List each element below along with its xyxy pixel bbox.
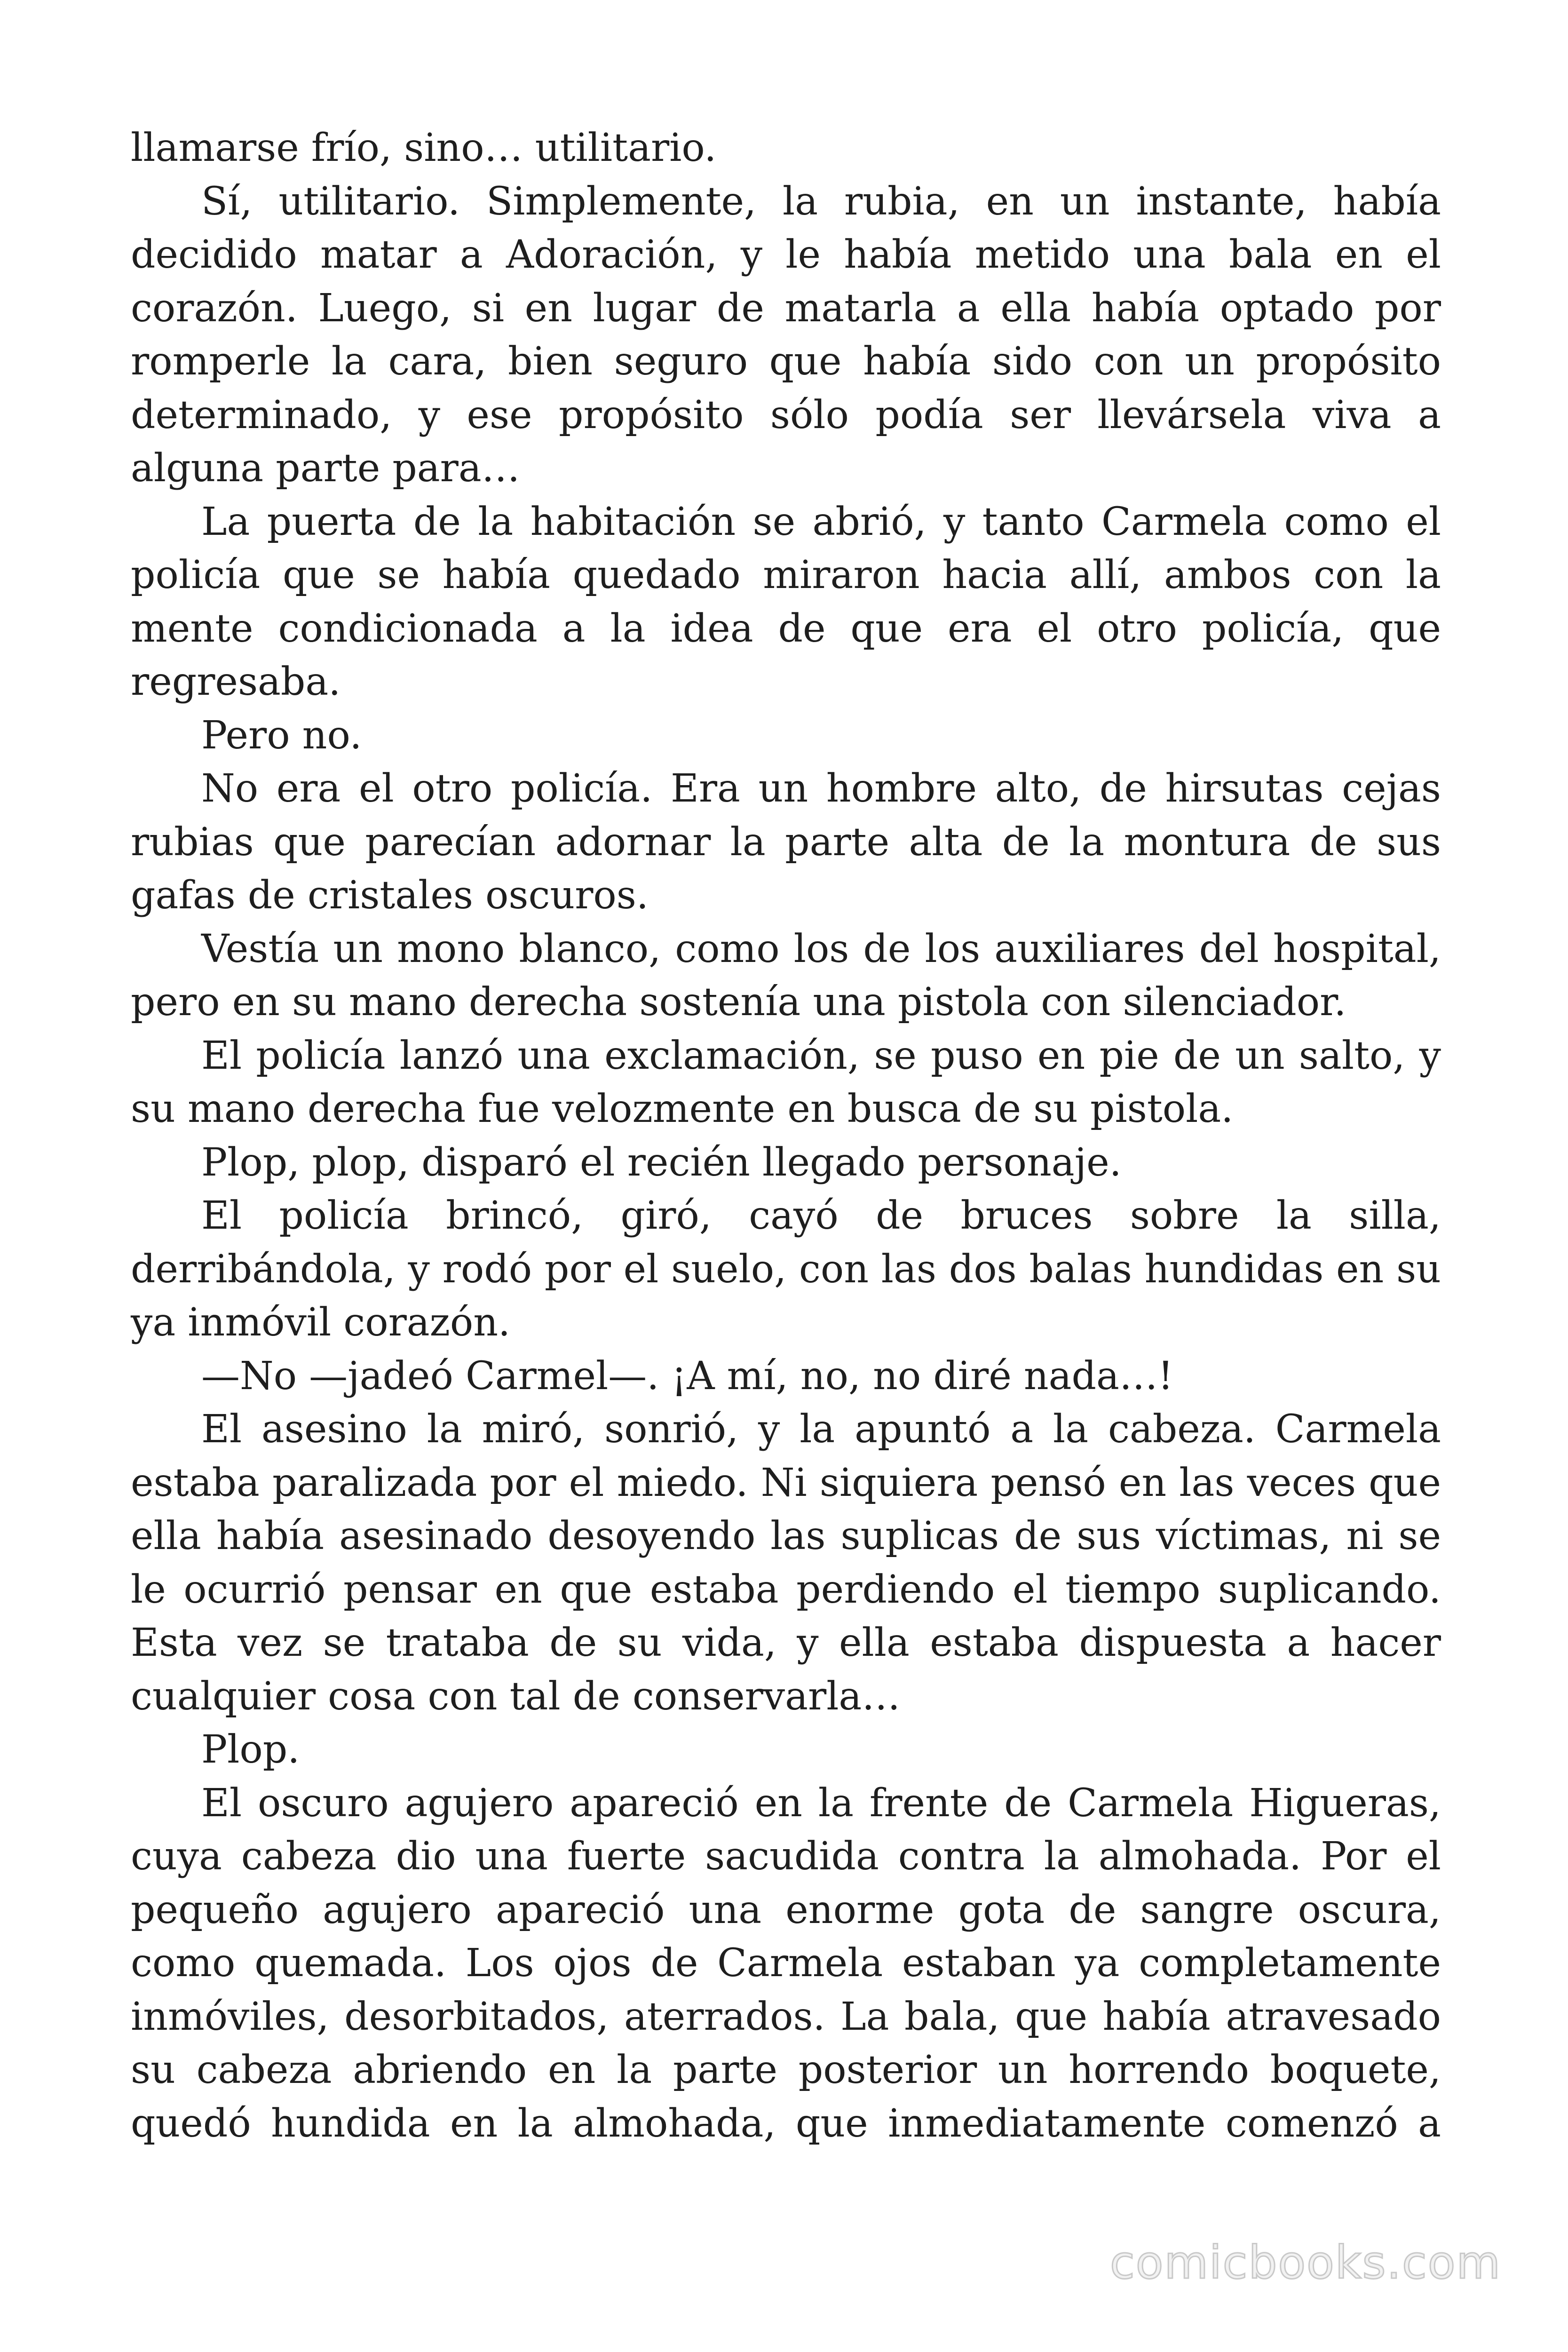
watermark: comicbooks.com [1109, 2236, 1501, 2289]
paragraph-7: El policía lanzó una exclamación, se puso en pie de un salto, y su mano derecha fue velozmente en busca de su pistola. [131, 1033, 1441, 1131]
paragraph-1: llamarse frío, sino… utilitario. [131, 126, 717, 170]
paragraph-4: Pero no. [201, 713, 362, 758]
paragraph-10: —No —jadeó Carmel—. ¡A mí, no, no diré nada…! [201, 1353, 1173, 1398]
paragraph-11: El asesino la miró, sonrió, y la apuntó a la cabeza. Carmela estaba paralizada por el miedo. Ni siquiera pensó en las veces que ella había asesinado desoyendo las suplicas de sus víctimas, ni se le ocurrió pensar en que estaba perdiendo el tiempo suplicando. Esta vez se trataba de su vida, y ella estaba dispuesta a hacer cualquier cosa con tal de conservarla… [131, 1407, 1441, 1719]
paragraph-2: Sí, utilitario. Simplemente, la rubia, en un instante, había decidido matar a Adoración, y le había metido una bala en el corazón. Luego, si en lugar de matarla a ella había optado por romperle la cara, bien seguro que había sido con un propósito determinado, y ese propósito sólo podía ser llevársela viva a alguna parte para… [131, 179, 1441, 491]
paragraph-13: El oscuro agujero apareció en la frente de Carmela Higueras, cuya cabeza dio una fuerte sacudida contra la almohada. Por el pequeño agujero apareció una enorme gota de sangre oscura, como quemada. Los ojos de Carmela estaban ya completamente inmóviles, desorbitados, aterrados. La bala, que había atravesado su cabeza abriendo en la parte posterior un horrendo boquete, quedó hundida en la almohada, que inmediatamente comenzó a [131, 1780, 1441, 2146]
paragraph-5: No era el otro policía. Era un hombre alto, de hirsutas cejas rubias que parecían adornar la parte alta de la montura de sus gafas de cristales oscuros. [131, 766, 1441, 918]
paragraph-9: El policía brincó, giró, cayó de bruces sobre la silla, derribándola, y rodó por el suelo, con las dos balas hundidas en su ya inmóvil corazón. [131, 1193, 1441, 1345]
paragraph-6: Vestía un mono blanco, como los de los auxiliares del hospital, pero en su mano derecha sostenía una pistola con silenciador. [131, 926, 1441, 1025]
paragraph-12: Plop. [201, 1727, 300, 1772]
paragraph-8: Plop, plop, disparó el recién llegado personaje. [201, 1140, 1122, 1185]
page-text [131, 121, 1441, 2150]
paragraph-3: La puerta de la habitación se abrió, y tanto Carmela como el policía que se había quedado miraron hacia allí, ambos con la mente condicionada a la idea de que era el otro policía, que regresaba. [131, 499, 1441, 704]
